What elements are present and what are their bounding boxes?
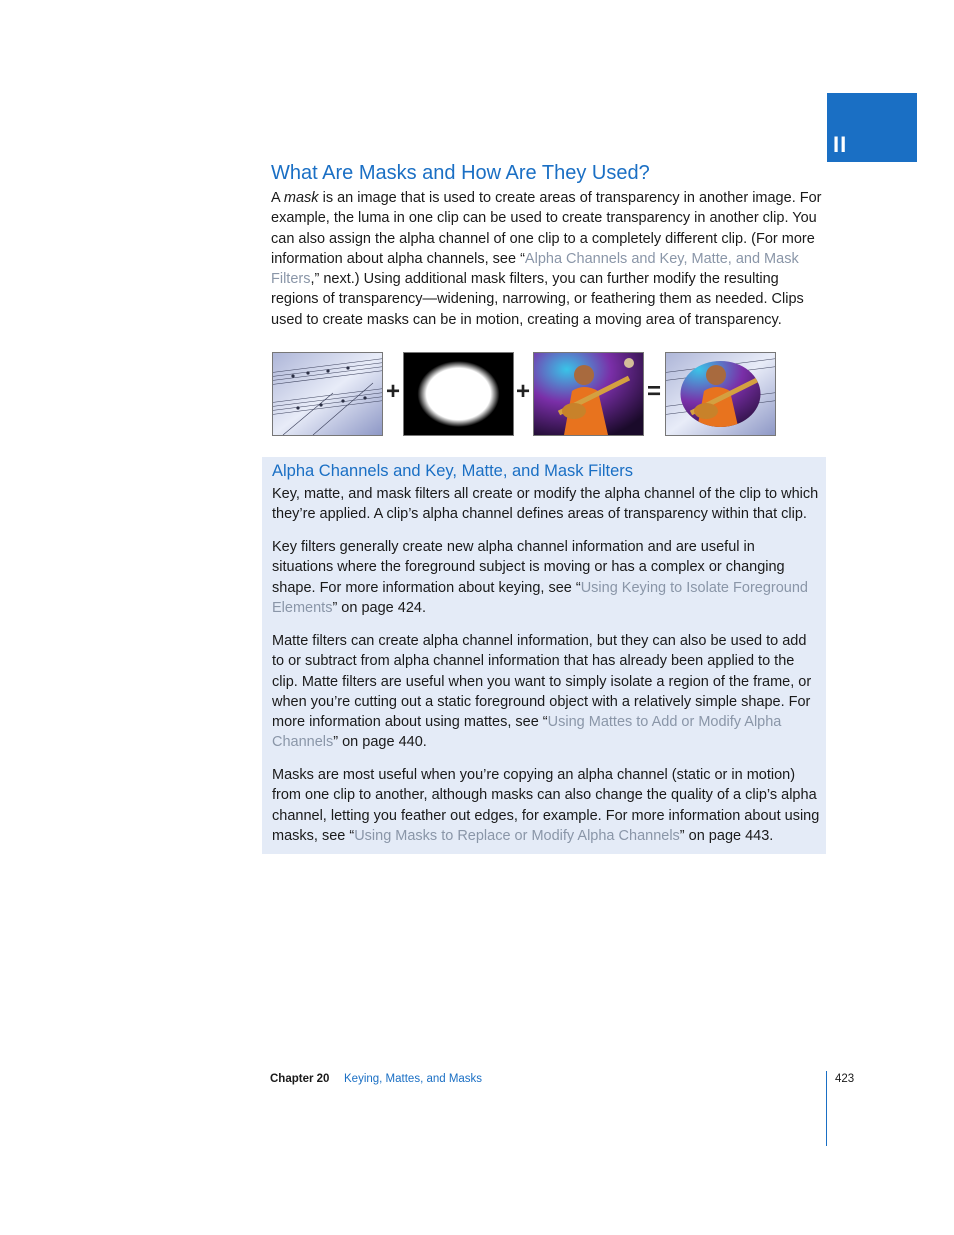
link-using-keying[interactable]: Using Keying to Isolate Foreground Elements — [272, 579, 808, 616]
sheet-music-image — [272, 352, 383, 436]
guitarist-image — [533, 352, 644, 436]
sidebar-p2-text: Key filters generally create new alpha channel information and are useful in situations where the foreground subject is moving or has a complex or changing shape. For more information about keying, see “ — [272, 539, 785, 596]
sidebar-p3-page-ref: ” on page 440. — [333, 734, 427, 751]
intro-paragraph — [271, 188, 827, 330]
part-tab — [827, 93, 917, 162]
sidebar-heading: Alpha Channels and Key, Matte, and Mask Filters — [272, 462, 634, 480]
equals-operator: = — [646, 378, 661, 405]
sidebar-paragraph-3 — [272, 631, 820, 753]
intro-term-mask: mask — [283, 190, 319, 206]
link-alpha-channels[interactable]: Alpha Channels and Key, Matte, and Mask Filters — [271, 250, 799, 288]
mask-composite-figure — [272, 352, 776, 436]
page-number: 423 — [835, 1073, 855, 1085]
footer-chapter-label: Chapter 20 — [270, 1073, 330, 1085]
sidebar-p4-text: Masks are most useful when you’re copying an alpha channel (static or in motion) from one clip to another, although masks can also change the quality of a clip’s alpha channel, letting you feather out edges, for example. For more information about using masks, see “ — [272, 767, 820, 844]
composite-result-image — [665, 352, 776, 436]
section-title: What Are Masks and How Are They Used? — [271, 162, 650, 184]
intro-text-1: A — [271, 190, 284, 206]
footer-chapter-title: Keying, Mattes, and Masks — [344, 1073, 483, 1085]
sidebar-p3-text: Matte filters can create alpha channel information, but they can also be used to add to or subtract from alpha channel information that has already been applied to the clip. Matte filters are useful when you want to simply isolate a region of the frame, or when you’re cutting out a static foreground object with a relatively simple shape. For more information about using mattes, see “ — [272, 633, 812, 731]
link-using-masks[interactable]: Using Masks to Replace or Modify Alpha Channels — [354, 827, 680, 844]
footer-divider — [826, 1071, 827, 1146]
sidebar-paragraph-1: Key, matte, and mask filters all create or modify the alpha channel of the clip to which they’re applied. A clip’s alpha channel defines areas of transparency within that clip. — [272, 486, 819, 523]
intro-text-3: ,” next.) Using additional mask filters, you can further modify the resulting regions of transparency—widening, narrowing, or feathering them as needed. Clips used to create masks can be in motion, creating a moving area of transparency. — [271, 271, 804, 328]
sidebar-p4-page-ref: ” on page 443. — [679, 827, 774, 844]
sidebar-paragraph-2 — [272, 537, 820, 618]
sidebar-p2-page-ref: ” on page 424. — [332, 599, 426, 616]
plus-operator-2: + — [515, 378, 530, 405]
oval-mask-image — [403, 352, 514, 436]
part-tab-label: II — [833, 132, 848, 157]
sidebar-paragraph-4 — [272, 765, 820, 846]
link-using-mattes[interactable]: Using Mattes to Add or Modify Alpha Channels — [272, 714, 782, 751]
intro-text-2: is an image that is used to create areas of transparency in another image. For example, the luma in one clip can be used to create transparency in another clip. You can also assign the alpha channel of one clip to a completely different clip. (For more information about alpha channels, see “ — [271, 190, 822, 267]
plus-operator-1: + — [385, 378, 400, 405]
